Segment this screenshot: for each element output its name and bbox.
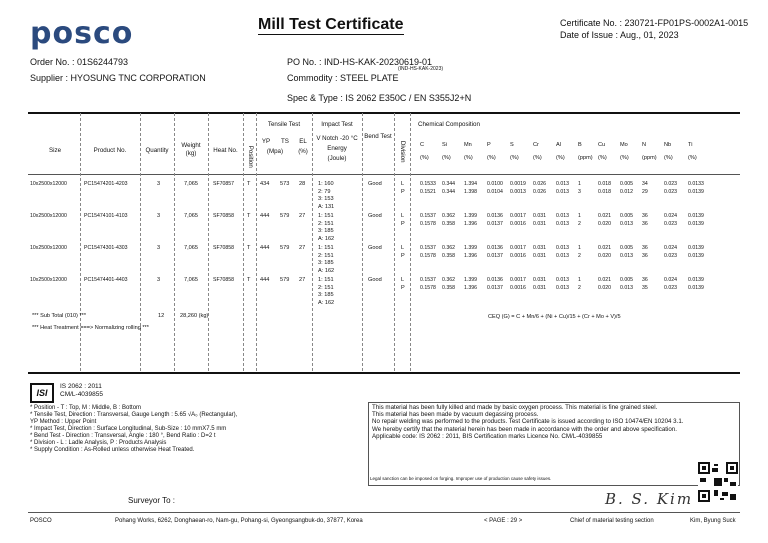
commodity: Commodity : STEEL PLATE — [287, 73, 399, 83]
legal-note: Legal sanction can be imposed on forging. Improper use of production cause safety issues. — [370, 476, 552, 481]
note-line: * Impact Test, Direction : Surface Longitudinal, Sub-Size : 10 mmX7.5 mm — [30, 426, 227, 432]
cell-chem-ladle: 1.399 — [464, 277, 477, 283]
cell-chem-product: 0.1578 — [420, 253, 436, 259]
note-line: * Bend Test - Direction : Transversal, Angle : 180 °, Bend Ratio : D=2 t — [30, 433, 216, 439]
statement-line: We hereby certify that the material herein has been made in accordance with the order and above specification. — [372, 425, 677, 433]
note-line: YP Method : Upper Point — [30, 419, 97, 425]
cell-size: 10x2500x12000 — [30, 245, 67, 251]
chem-col-header: Ti — [688, 142, 693, 148]
cell-chem-product: 0.023 — [664, 221, 677, 227]
cell-bend: Good — [368, 245, 382, 251]
cell-bend: Good — [368, 213, 382, 219]
header-impact-sub: V Notch -20 °C — [316, 135, 358, 142]
chem-col-unit: (ppm) — [642, 155, 657, 161]
cell-chem-ladle: 0.013 — [556, 245, 569, 251]
header-mpa: (Mpa) — [266, 148, 284, 155]
col-divider — [243, 113, 244, 371]
cell-chem-product: 2 — [578, 285, 581, 291]
col-divider — [174, 113, 175, 371]
cell-chem-ladle: 0.0100 — [487, 181, 503, 187]
cell-chem-product: 0.1578 — [420, 221, 436, 227]
cell-bend: Good — [368, 181, 382, 187]
cell-chem-ladle: 0.031 — [533, 277, 546, 283]
cell-chem-product: 2 — [578, 221, 581, 227]
cell-position: T — [247, 213, 251, 219]
cell-product: PC15474301-4303 — [84, 245, 128, 251]
cell-chem-ladle: 0.0136 — [487, 213, 503, 219]
cell-chem-product: 0.012 — [620, 189, 633, 195]
cell-impact: 1: 160 — [318, 181, 334, 187]
ceq-formula: CEQ (G) = C + Mn/6 + (Ni + Cu)/15 + (Cr + Mo + V)/5 — [488, 314, 621, 320]
cell-chem-product: 0.023 — [664, 285, 677, 291]
cell-impact: 1: 151 — [318, 277, 334, 283]
cell-chem-product: 3 — [578, 189, 581, 195]
chem-col-unit: (ppm) — [578, 155, 593, 161]
cell-size: 10x2500x12000 — [30, 213, 67, 219]
cell-chem-ladle: 1.394 — [464, 181, 477, 187]
header-position: Position — [246, 145, 254, 168]
cell-chem-product: 0.013 — [556, 285, 569, 291]
cell-chem-product: 2 — [578, 253, 581, 259]
cell-chem-product: 0.0137 — [487, 221, 503, 227]
statement-line: This material has been made by vacuum degassing process. — [372, 411, 539, 419]
cell-chem-product: 36 — [642, 221, 648, 227]
chem-col-unit: (%) — [420, 155, 429, 161]
cell-chem-product: 1.396 — [464, 285, 477, 291]
note-line: * Position - T : Top, M : Middle, B : Bottom — [30, 405, 142, 411]
cell-chem-product: 0.020 — [598, 253, 611, 259]
cell-ts: 579 — [280, 213, 290, 219]
cell-chem-ladle: 0.031 — [533, 213, 546, 219]
cell-chem-ladle: 36 — [642, 213, 648, 219]
cell-position: T — [247, 181, 251, 187]
cell-chem-product: 0.031 — [533, 285, 546, 291]
cell-impact: 2: 151 — [318, 220, 334, 227]
cell-heat: SF70857 — [213, 181, 235, 187]
cell-chem-product: 0.358 — [442, 285, 455, 291]
cell-chem-ladle: 0.0017 — [510, 213, 526, 219]
cell-impact: A: 162 — [318, 299, 335, 306]
header-bend: Bend Test — [364, 133, 392, 140]
cell-position: T — [247, 245, 251, 251]
cell-weight: 7,065 — [184, 181, 198, 187]
cell-chem-product: 0.013 — [556, 221, 569, 227]
cell-heat: SF70858 — [213, 213, 235, 219]
chem-col-header: S — [510, 142, 514, 148]
cell-chem-product: 0.020 — [598, 285, 611, 291]
cell-el: 27 — [299, 277, 306, 283]
cell-chem-ladle: 0.1537 — [420, 245, 436, 251]
cell-chem-ladle: 0.0019 — [510, 181, 526, 187]
footer-page: < PAGE : 29 > — [484, 518, 523, 524]
cell-yp: 444 — [260, 277, 270, 283]
chem-col-header: P — [487, 142, 491, 148]
cell-chem-product: 0.0016 — [510, 285, 526, 291]
cell-division-l: L — [401, 181, 405, 187]
cell-chem-product: 0.013 — [620, 253, 633, 259]
footer-rule — [28, 512, 740, 513]
cell-chem-ladle: 1 — [578, 277, 581, 283]
cell-weight: 7,065 — [184, 245, 198, 251]
cell-bend: Good — [368, 277, 382, 283]
cell-chem-ladle: 0.0133 — [688, 181, 704, 187]
cell-division-p: P — [401, 285, 405, 291]
cell-chem-product: 0.0137 — [487, 285, 503, 291]
chem-col-unit: (%) — [556, 155, 565, 161]
cell-chem-product: 0.1521 — [420, 189, 436, 195]
supplier: Supplier : HYOSUNG TNC CORPORATION — [30, 73, 206, 83]
cell-chem-product: 0.0139 — [688, 221, 704, 227]
cell-yp: 434 — [260, 181, 270, 187]
cell-chem-product: 0.018 — [598, 189, 611, 195]
cell-division-p: P — [401, 221, 405, 227]
cell-chem-ladle: 0.0139 — [688, 213, 704, 219]
cell-chem-product: 0.026 — [533, 189, 546, 195]
header-el: EL — [299, 138, 307, 145]
header-quantity: Quantity — [145, 147, 169, 154]
header-impact: Impact Test — [321, 121, 353, 128]
cell-size: 10x2500x12000 — [30, 181, 67, 187]
subtotal-label: *** Sub Total (010) *** — [32, 313, 87, 319]
cell-impact: 1: 151 — [318, 245, 334, 251]
col-divider — [394, 113, 395, 371]
cell-chem-ladle: 0.005 — [620, 213, 633, 219]
cell-chem-product: 0.0016 — [510, 253, 526, 259]
cell-size: 10x2500x12000 — [30, 277, 67, 283]
cell-chem-ladle: 0.013 — [556, 277, 569, 283]
cell-impact: A: 131 — [318, 203, 335, 210]
col-divider — [410, 113, 411, 371]
surveyor-label: Surveyor To : — [128, 496, 175, 505]
cell-chem-ladle: 1 — [578, 181, 581, 187]
chem-col-unit: (%) — [510, 155, 519, 161]
cell-division-l: L — [401, 245, 405, 251]
cell-quantity: 3 — [157, 181, 161, 187]
cell-impact: 2: 151 — [318, 252, 334, 259]
cell-impact: 2: 79 — [318, 188, 331, 195]
cell-product: PC15474401-4403 — [84, 277, 128, 283]
cell-chem-product: 0.0139 — [688, 285, 704, 291]
statement-text — [372, 404, 738, 440]
cell-heat: SF70858 — [213, 277, 235, 283]
chem-col-unit: (%) — [598, 155, 607, 161]
certificate-info — [560, 17, 748, 41]
po-no: PO No. : IND-HS-KAK-20230619-01 — [287, 57, 433, 67]
cell-chem-ladle: 0.021 — [598, 245, 611, 251]
cell-heat: SF70858 — [213, 245, 235, 251]
cell-quantity: 3 — [157, 213, 161, 219]
cell-chem-ladle: 1 — [578, 245, 581, 251]
cell-weight: 7,065 — [184, 213, 198, 219]
cell-chem-product: 0.013 — [556, 253, 569, 259]
cell-chem-ladle: 0.344 — [442, 181, 455, 187]
cell-chem-ladle: 0.005 — [620, 277, 633, 283]
header-weight: Weight (kg) — [181, 142, 201, 157]
cell-chem-ladle: 0.021 — [598, 213, 611, 219]
cell-ts: 579 — [280, 277, 290, 283]
header-tensile: Tensile Test — [267, 121, 301, 128]
cell-chem-product: 0.1578 — [420, 285, 436, 291]
cell-division-p: P — [401, 253, 405, 259]
cell-chem-ladle: 0.0139 — [688, 277, 704, 283]
cell-chem-ladle: 1.399 — [464, 213, 477, 219]
header-energy: Energy — [327, 145, 347, 152]
statement-line: Applicable code: IS 2062 : 2011, BIS Certification marks Licence No. CM/L-4039855 — [372, 432, 603, 440]
cell-chem-ladle: 36 — [642, 277, 648, 283]
cell-chem-ladle: 0.362 — [442, 277, 455, 283]
cell-chem-ladle: 0.031 — [533, 245, 546, 251]
cell-chem-ladle: 34 — [642, 181, 648, 187]
cell-chem-product: 35 — [642, 285, 648, 291]
cell-division-l: L — [401, 213, 405, 219]
header-product: Product No. — [93, 147, 127, 154]
cell-el: 27 — [299, 245, 306, 251]
chem-col-unit: (%) — [620, 155, 629, 161]
cell-product: PC15474201-4203 — [84, 181, 128, 187]
cell-chem-ladle: 0.0136 — [487, 277, 503, 283]
po-sub: (IND-HS-KAK-2023) — [398, 66, 444, 72]
cell-chem-ladle: 36 — [642, 245, 648, 251]
page-title: Mill Test Certificate — [258, 16, 404, 33]
cell-chem-product: 0.020 — [598, 221, 611, 227]
cell-chem-product: 0.023 — [664, 189, 677, 195]
footer-address: Pohang Works, 6262, Donghaean-ro, Nam-gu, Pohang-si, Gyeongsangbuk-do, 37877, Korea — [115, 518, 363, 524]
posco-logo: posco — [30, 16, 134, 51]
cell-division-l: L — [401, 277, 405, 283]
cell-position: T — [247, 277, 251, 283]
cell-chem-product: 0.013 — [620, 285, 633, 291]
footer-chief-name: Kim, Byung Suck — [690, 518, 736, 524]
cell-chem-product: 0.0137 — [487, 253, 503, 259]
notes-list — [30, 405, 360, 454]
cell-chem-ladle: 0.018 — [598, 181, 611, 187]
header-el-unit: (%) — [298, 148, 308, 155]
heat-treatment: *** Heat Treatment ===> Normalizing rolling *** — [32, 325, 149, 331]
cell-chem-ladle: 0.0017 — [510, 277, 526, 283]
header-division: Division — [398, 140, 406, 163]
header-joule: (Joule) — [327, 155, 347, 162]
cell-chem-product: 0.344 — [442, 189, 455, 195]
cell-chem-product: 0.013 — [620, 221, 633, 227]
cell-impact: 3: 185 — [318, 292, 334, 298]
chem-col-header: N — [642, 142, 647, 148]
cell-chem-ladle: 0.005 — [620, 245, 633, 251]
col-divider — [362, 113, 363, 371]
cell-chem-ladle: 0.1537 — [420, 213, 436, 219]
subtotal-qty: 12 — [158, 313, 165, 319]
cell-chem-product: 0.0139 — [688, 253, 704, 259]
header-ts: TS — [281, 138, 289, 145]
cell-chem-ladle: 0.0017 — [510, 245, 526, 251]
chem-col-header: Si — [442, 142, 447, 148]
cell-chem-ladle: 0.024 — [664, 277, 677, 283]
cert-mark-text — [60, 383, 103, 399]
chem-col-header: B — [578, 142, 582, 148]
isi-mark-icon: ISI — [30, 383, 54, 403]
statement-line: No repair welding was performed to the products. Test Certificate is issued according to ISO 10474/EN 10204 3.1. — [372, 418, 684, 426]
cell-impact: 3: 185 — [318, 260, 334, 266]
header-yp: YP — [261, 138, 271, 145]
cell-chem-ladle: 0.023 — [664, 181, 677, 187]
header-chemical: Chemical Composition — [418, 121, 480, 128]
chem-col-header: Cu — [598, 142, 606, 148]
cell-chem-ladle: 0.021 — [598, 277, 611, 283]
note-line: * Supply Condition : As-Rolled unless otherwise Heat Treated. — [30, 447, 195, 453]
cell-chem-ladle: 0.024 — [664, 213, 677, 219]
cell-chem-product: 36 — [642, 253, 648, 259]
subtotal-weight: 28,260 (kg) — [180, 313, 209, 319]
cell-chem-product: 1.396 — [464, 221, 477, 227]
cell-division-p: P — [401, 189, 405, 195]
cell-chem-product: 0.023 — [664, 253, 677, 259]
cell-impact: 3: 153 — [318, 196, 334, 202]
table-bottom-rule — [28, 372, 740, 374]
cell-chem-ladle: 0.013 — [556, 181, 569, 187]
chem-col-header: C — [420, 142, 425, 148]
cell-chem-product: 29 — [642, 189, 648, 195]
cell-impact: 3: 185 — [318, 228, 334, 234]
cell-el: 27 — [299, 213, 306, 219]
header-size: Size — [48, 147, 62, 154]
cell-yp: 444 — [260, 213, 270, 219]
note-line: * Division - L : Ladle Analysis, P : Products Analysis — [30, 440, 167, 446]
footer-company: POSCO — [30, 518, 52, 524]
cell-impact: A: 162 — [318, 235, 335, 242]
chem-col-header: Mn — [464, 142, 472, 148]
qr-code-icon — [698, 462, 738, 502]
chem-col-header: Mo — [620, 142, 628, 148]
cell-product: PC15474101-4103 — [84, 213, 128, 219]
chem-col-unit: (%) — [664, 155, 673, 161]
cell-chem-product: 0.031 — [533, 253, 546, 259]
cell-chem-product: 0.031 — [533, 221, 546, 227]
order-no: Order No. : 01S6244793 — [30, 57, 129, 67]
cell-chem-ladle: 0.013 — [556, 213, 569, 219]
cell-chem-ladle: 0.005 — [620, 181, 633, 187]
cell-chem-ladle: 0.1537 — [420, 277, 436, 283]
cell-quantity: 3 — [157, 277, 161, 283]
cell-ts: 573 — [280, 181, 290, 187]
signature: B. S. Kim — [605, 490, 694, 508]
cell-chem-product: 0.0016 — [510, 221, 526, 227]
note-line: * Tensile Test, Direction : Transversal, Gauge Length : 5.65 √A₀ (Rectangular), — [30, 412, 238, 418]
chem-col-unit: (%) — [442, 155, 451, 161]
cell-chem-ladle: 0.0139 — [688, 245, 704, 251]
cell-chem-ladle: 0.362 — [442, 213, 455, 219]
certificate-number: Certificate No. : 230721-FP01PS-0002A1-0015 — [560, 18, 749, 28]
header-heat: Heat No. — [213, 147, 238, 154]
cell-chem-ladle: 0.0136 — [487, 245, 503, 251]
chem-col-unit: (%) — [533, 155, 542, 161]
cert-mark-code: IS 2062 : 2011 — [60, 383, 102, 390]
cell-chem-ladle: 1.399 — [464, 245, 477, 251]
table-top-rule — [28, 112, 740, 114]
cell-chem-product: 0.0013 — [510, 189, 526, 195]
cell-chem-ladle: 0.362 — [442, 245, 455, 251]
chem-col-unit: (%) — [688, 155, 697, 161]
cell-chem-product: 0.358 — [442, 221, 455, 227]
cell-ts: 579 — [280, 245, 290, 251]
statement-line: This material has been fully killed and made by basic oxygen process. This material is fine grained steel. — [372, 404, 658, 411]
cell-chem-ladle: 0.024 — [664, 245, 677, 251]
cell-chem-product: 0.0139 — [688, 189, 704, 195]
cell-chem-ladle: 0.1533 — [420, 181, 436, 187]
date-of-issue: Date of Issue : Aug., 01, 2023 — [560, 30, 679, 40]
cell-chem-product: 0.013 — [556, 189, 569, 195]
cert-mark-licence: CM/L-4039855 — [60, 391, 103, 398]
chem-col-header: Nb — [664, 142, 672, 148]
spec-type: Spec & Type : IS 2062 E350C / EN S355J2+N — [287, 93, 472, 103]
chem-col-header: Al — [556, 142, 561, 148]
chem-col-unit: (%) — [464, 155, 473, 161]
cell-chem-ladle: 1 — [578, 213, 581, 219]
cell-chem-product: 0.358 — [442, 253, 455, 259]
cell-chem-ladle: 0.026 — [533, 181, 546, 187]
chem-col-header: Cr — [533, 142, 539, 148]
cell-impact: 1: 151 — [318, 213, 334, 219]
cell-impact: 2: 151 — [318, 284, 334, 291]
chem-col-unit: (%) — [487, 155, 496, 161]
cell-chem-product: 1.396 — [464, 253, 477, 259]
cell-el: 28 — [299, 181, 306, 187]
cell-quantity: 3 — [157, 245, 161, 251]
cell-impact: A: 162 — [318, 267, 335, 274]
cell-chem-product: 0.0104 — [487, 189, 503, 195]
footer-chief-title: Chief of material testing section — [570, 518, 654, 524]
cell-chem-product: 1.398 — [464, 189, 477, 195]
cell-weight: 7,065 — [184, 277, 198, 283]
table-header-rule — [28, 174, 740, 175]
cell-yp: 444 — [260, 245, 270, 251]
